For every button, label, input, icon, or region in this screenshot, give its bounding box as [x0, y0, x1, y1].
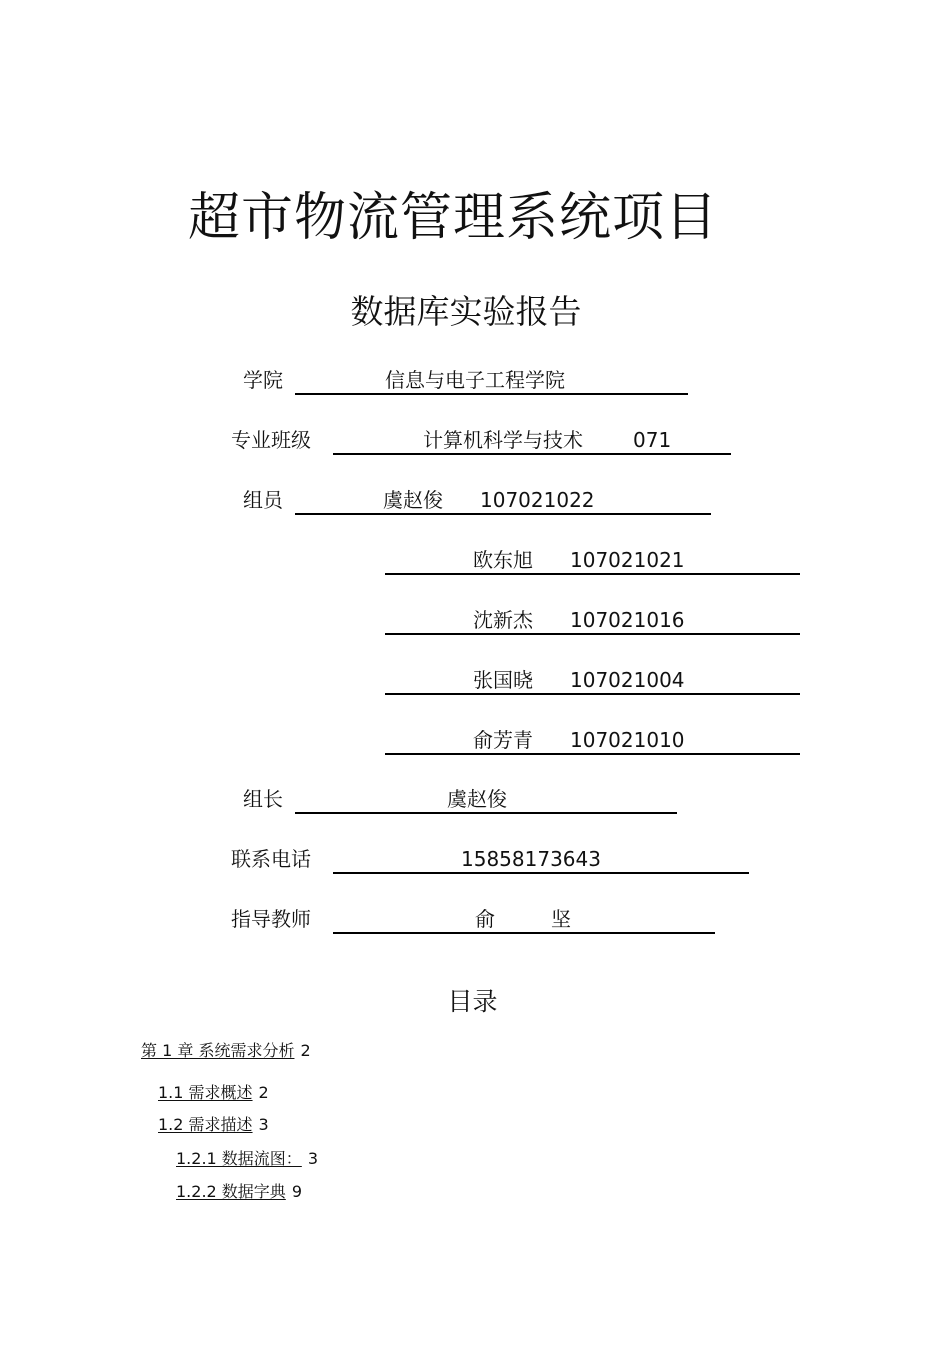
college-value: 信息与电子工程学院	[385, 368, 565, 392]
toc-entry-1-2-2[interactable]	[176, 1181, 302, 1203]
toc-entry-text[interactable]: 1.2 需求描述	[158, 1115, 253, 1134]
toc-entry-text[interactable]: 第 1 章 系统需求分析	[141, 1041, 295, 1060]
member-id: 107021010	[570, 728, 685, 752]
toc-entry-1-1[interactable]	[158, 1082, 269, 1104]
major-class: 071	[633, 428, 672, 452]
major-value: 计算机科学与技术	[423, 428, 583, 452]
members-label: 组员	[243, 488, 283, 512]
member-name: 虞赵俊	[383, 488, 443, 512]
toc-entry-page: 2	[300, 1041, 311, 1060]
member-field-2	[385, 547, 800, 575]
document-subtitle: 数据库实验报告	[350, 292, 582, 331]
toc-entry-1-2-1[interactable]	[176, 1148, 318, 1170]
member-field-3	[385, 607, 800, 635]
member-field-5	[385, 727, 800, 755]
major-label: 专业班级	[231, 428, 311, 452]
member-id: 107021016	[570, 608, 685, 632]
toc-entry-page: 2	[258, 1083, 269, 1102]
toc-entry-text[interactable]: 1.2.1 数据流图：	[176, 1149, 302, 1168]
toc-entry-page: 3	[258, 1115, 269, 1134]
document-title: 超市物流管理系统项目	[187, 188, 718, 248]
leader-field	[295, 786, 677, 814]
member-name: 俞芳青	[473, 728, 533, 752]
leader-value: 虞赵俊	[447, 787, 507, 811]
college-label: 学院	[243, 368, 283, 392]
college-field	[295, 367, 688, 395]
member-id: 107021004	[570, 668, 685, 692]
member-name: 欧东旭	[473, 548, 533, 572]
member-field-1	[295, 487, 711, 515]
major-field	[333, 427, 731, 455]
member-id: 107021022	[480, 488, 595, 512]
toc-title: 目录	[447, 987, 498, 1016]
toc-entry-text[interactable]: 1.1 需求概述	[158, 1083, 253, 1102]
member-id: 107021021	[570, 548, 685, 572]
member-field-4	[385, 667, 800, 695]
phone-label: 联系电话	[231, 847, 311, 871]
phone-field	[333, 846, 749, 874]
member-name: 沈新杰	[473, 608, 533, 632]
toc-entry-text[interactable]: 1.2.2 数据字典	[176, 1182, 286, 1201]
member-name: 张国晓	[473, 668, 533, 692]
phone-value: 15858173643	[461, 847, 601, 871]
toc-entry-1-2[interactable]	[158, 1114, 269, 1136]
toc-entry-chapter-1[interactable]	[141, 1040, 311, 1062]
leader-label: 组长	[243, 787, 283, 811]
advisor-field	[333, 906, 715, 934]
advisor-label: 指导教师	[231, 907, 311, 931]
advisor-given-name: 坚	[551, 907, 571, 931]
advisor-surname: 俞	[475, 907, 495, 931]
toc-entry-page: 3	[307, 1149, 318, 1168]
toc-entry-page: 9	[291, 1182, 302, 1201]
